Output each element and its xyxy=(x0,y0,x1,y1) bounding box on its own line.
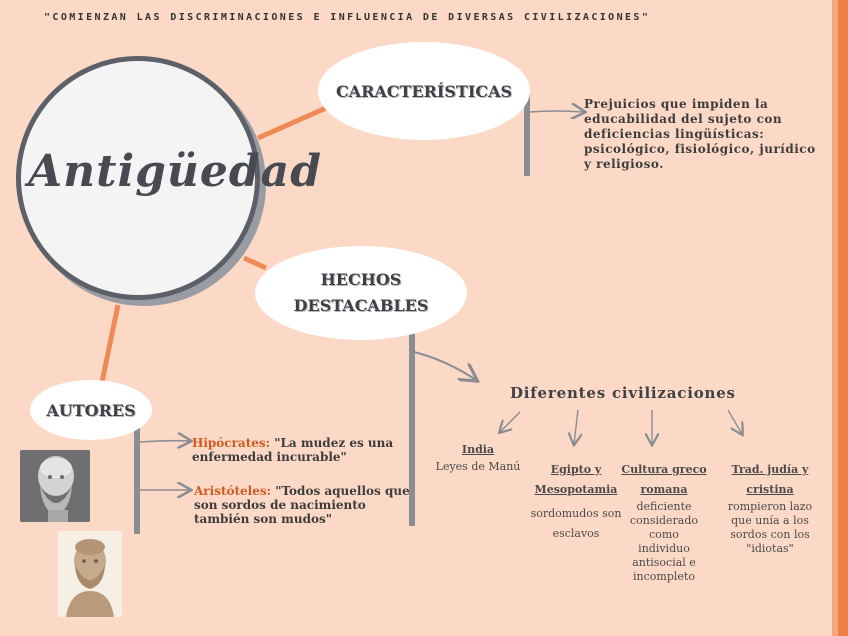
arrow-to-judia xyxy=(728,410,742,434)
civ-egipto xyxy=(530,460,622,544)
bar-autores xyxy=(134,428,140,534)
aristoteles-portrait-image xyxy=(58,531,122,617)
aristoteles-text: "Todos aquellos que son sordos de nacimiento también son mudos" xyxy=(194,484,410,526)
arrow-to-hipocrates xyxy=(140,441,190,442)
aristoteles-name: Aristóteles: xyxy=(194,484,272,498)
autores-label: AUTORES xyxy=(46,400,136,420)
civ-judia-body: rompieron lazo que unía a los sordos con los "idiotas" xyxy=(727,500,813,555)
civ-india-body: Leyes de Manú xyxy=(435,460,521,473)
hechos-label-line1: HECHOS xyxy=(320,270,402,289)
page-heading: "COMIENZAN LAS DISCRIMINACIONES E INFLUENCIA DE DIVERSAS CIVILIZACIONES" xyxy=(44,12,651,23)
hipocrates-portrait-image xyxy=(20,450,90,522)
caracteristicas-label: CARACTERÍSTICAS xyxy=(335,81,513,101)
civ-judia xyxy=(722,460,818,556)
arrow-to-prejuicios xyxy=(530,111,584,112)
arrow-to-civilizaciones xyxy=(414,352,476,380)
civ-greco-body: deficiente considerado como individuo antisocial e incompleto xyxy=(629,500,699,583)
civ-egipto-body: sordomudos son esclavos xyxy=(530,507,622,540)
connector-caracteristicas xyxy=(258,108,326,138)
civ-judia-head: Trad. judía y cristina xyxy=(731,463,809,496)
main-topic-title: Antigüedad xyxy=(28,146,322,197)
arrow-to-egipto xyxy=(574,410,578,444)
connector-autores xyxy=(102,305,118,382)
arrow-to-india xyxy=(500,412,520,432)
caracteristicas-description: Prejuicios que impiden la educabilidad del sujeto con deficiencias lingüísticas: psicológico, fisiológico, jurídico y religioso. xyxy=(584,97,816,171)
hipocrates-name: Hipócrates: xyxy=(192,436,271,450)
civ-greco xyxy=(616,460,712,584)
hechos-node xyxy=(255,246,467,340)
civilizaciones-title: Diferentes civilizaciones xyxy=(510,384,736,402)
hipocrates-quote xyxy=(192,436,402,464)
caracteristicas-node xyxy=(318,42,530,140)
civ-egipto-head: Egipto y Mesopotamia xyxy=(534,463,618,496)
civ-india xyxy=(424,440,532,474)
civ-india-head: India xyxy=(461,443,495,456)
civ-greco-head: Cultura greco romana xyxy=(621,463,707,496)
hechos-label-line2: DESTACABLES xyxy=(293,296,429,315)
aristoteles-quote xyxy=(194,484,414,526)
hipocrates-text: "La mudez es una enfermedad incurable" xyxy=(192,436,394,464)
autores-node xyxy=(30,380,152,440)
connector-hechos xyxy=(244,258,266,268)
